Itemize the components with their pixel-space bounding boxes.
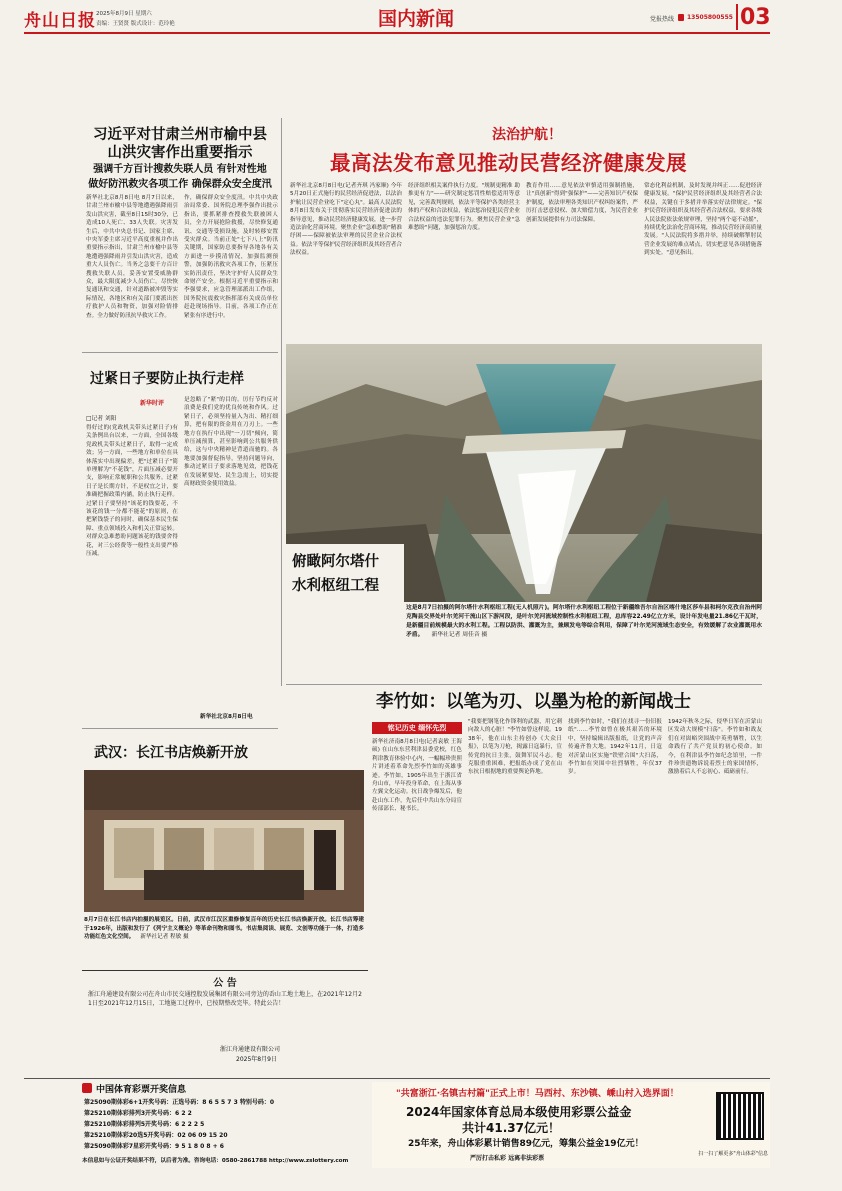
lottery-footer: 本信息如与公证开奖结果不符，以后者为准。咨询电话：0580-2861788 http://www.zslottery.com	[82, 1158, 349, 1164]
a5-caption-text: 8月7日在长江书店内拍摄的展览区。日前，武汉市江汉区重修修复百年的历史长江书店焕新开放。长江书店筹建于1926年，出版和发行了《列宁主义概论》等革命刊物和图书。书店集阅读、展览、文创等功能于一体，打造多功能红色文化空间。	[84, 917, 364, 941]
a1-body-col1: 新华社北京8月8日电 8月7日以来，甘肃兰州市榆中县等地遭遇强降雨引发山洪灾害，截至8日15时30分，已造成10人死亡、33人失联。灾害发生后，中共中央总书记、国家主席、中央军委主席习近平高度重视并作出重要指示指出，甘肃兰州市榆中县等地遭遇强降雨并引发山洪灾害，造成重大人员伤亡。当务之急要千方百计搜救失联人员，妥善安置受威胁群众，最大限度减少人员伤亡。尽快恢复通讯和交通，针对道路被冲毁等实际情况，各地区和有关部门要派出医疗救护人员和物资，加强对险情排查。全力做好防汛抗旱救灾工作。	[86, 195, 178, 319]
a2-column-tag: 新华时评	[140, 400, 165, 407]
lottery-line-3: 第25210期体彩排列5开奖号码：6 2 2 2 5	[84, 1121, 205, 1128]
lottery-logo-icon	[82, 1083, 92, 1093]
notice-date: 2025年8月9日	[236, 1056, 277, 1063]
page-number: 03	[740, 5, 771, 30]
a2-body-col2: 是忽略了"紧"的目的。厉行节约反对浪费是我们党的优良传统和作风。过紧日子，必须坚持量入为出、精打细算，把有限的资金用在刀刃上。一些地方在执行中出现"一刀切"倾向，简单压减预算，甚至影响到公共服务供给，这与中央精神是背道而驰的。各地要加强督促指导，坚持问题导向，推动过紧日子要求落地见效，把钱花在发展紧要处、民生急需上，切实提高财政资金使用效益。	[184, 397, 278, 488]
notice-title: 公 告	[213, 978, 237, 989]
lottery-ad-line1: 2024年国家体育总局本级使用彩票公益金	[406, 1105, 632, 1119]
a4-body-col2: "我要把钢笔化作锋利的武器，用它刺向敌人的心脏！"李竹如曾这样说。1938年，他在山东主持创办《大众日报》，以笔为刀枪，揭露日寇暴行，宣传党的抗日主张，鼓舞军民斗志。他克服重重困难，把报纸办成了党在山东抗日根据地的重要舆论阵地。	[468, 719, 562, 776]
column-divider	[281, 118, 282, 686]
lottery-line-5: 第25090期体彩7星彩开奖号码：9 5 1 8 0 8 + 6	[84, 1143, 224, 1150]
lottery-line-2: 第25210期体彩排列3开奖号码：6 2 2	[84, 1110, 192, 1117]
qr-code-icon	[716, 1092, 764, 1140]
lottery-ad-line2: 共计41.37亿元！	[462, 1121, 560, 1135]
hotline-number: 13505800555	[687, 14, 733, 21]
a5-title: 武汉：长江书店焕新开放	[94, 745, 248, 761]
a1-title-line1: 习近平对甘肃兰州市榆中县	[93, 127, 267, 143]
a2-title: 过紧日子要防止执行走样	[90, 371, 244, 387]
editors-line: 责编：王贤贤 版式设计：范玲艳	[96, 21, 175, 27]
bookstore-illustration	[84, 770, 364, 912]
bookstore-photo	[84, 770, 364, 912]
a4-label: 铭记历史 缅怀先烈	[372, 722, 462, 734]
photo-caption-text: 这是8月7日拍摄的阿尔塔什水利枢纽工程(无人机照片)。阿尔塔什水利枢纽工程位于新疆维吾尔自治区喀什地区莎车县和柯尔克孜自治州阿克陶县交界处叶尔羌河干流山区下游河段，是叶尔羌河流域控制性水利枢纽工程，总库容22.49亿立方米，设计年发电量21.86亿千瓦时，是新疆目前规模最大的水利工程。工程以防洪、灌溉为主，兼顾发电等综合利用，保障了叶尔羌河流域生态安全，有效缓解了农业灌溉用水矛盾。	[406, 605, 762, 638]
lottery-line-4: 第25210期体彩20选5开奖号码：02 06 09 15 20	[84, 1132, 228, 1139]
a3-body-col3: 教育作用……意见依法审慎适用强制措施，让"真创新"得到"强保护"——完善知识产权保护制度，依法审理各类知识产权纠纷案件，严厉打击恶意侵权、加大赔偿力度，为民营企业创新发展提供有力司法保障。	[526, 183, 638, 223]
photo-credit: 新华社记者 周佳音 摄	[431, 632, 488, 638]
a3-body-col4: 常态化利益机制，及时发现并纠正……促进经济健康发展。"保护民营经济组织及其经营者合法权益，关键在于多措并举落实好法律规定。"保护民营经济组织及其经营者合法权益，要求各级人民法院依法依规审理，坚持"两个毫不动摇"，持续优化法治化营商环境，推动民营经济高质量发展。"人民法院将多措并举，持续破解掣肘民营企业发展的难点堵点，切实把意见各项措施落到实处。"意见指出。	[644, 183, 762, 257]
divider	[286, 684, 762, 685]
a1-body-col2: 作，确保群众安全度汛。中共中央政治局常委、国务院总理李强作出批示指出，要抓紧排查搜救失联被困人员，全力开展抢险救援，尽快修复通讯、交通等受损设施，及时转移安置受灾群众。当前正处"七下八上"防汛关键期，国家防总要指导各地各有关方面进一步摸清情况，加强监测预警，加强防汛救灾各项工作，压紧压实防汛责任，坚决守护好人民群众生命财产安全。根据习近平重要指示和李强要求，应急管理部派出工作组，国务院抗震救灾指挥部有关成员单位赶赴现场指导。目前，各项工作正在紧张有序进行中。	[184, 195, 278, 319]
notice-body: 浙江舟通建设有限公司在舟山市民交通控股发展集团有限公司旁边的岙山工地土地上，在2021年12月21日至2021年12月15日，工地施工过程中，已按期整改完毕。特此公告！	[88, 991, 362, 1007]
a4-body-col3: 找到李竹如时，"我们在找寻一份旧报纸"……李竹如曾在极其艰苦的环境中，坚持编辑出版报纸，让党的声音传遍齐鲁大地。1942年11月，日寇对沂蒙山区实施"铁壁合围"大扫荡，李竹如在突围中壮烈牺牲，年仅37岁。	[568, 719, 662, 776]
a4-title: 李竹如：以笔为刃、以墨为枪的新闻战士	[376, 692, 691, 712]
a2-body-col1: 得好过的(党政机关带头过紧日子)有关条例出台以来，一方面，全国各级党政机关带头过紧日子，取得一定成效；另一方面，一些地方和单位在具体落实中出现偏差，把"过紧日子"简单理解为"不花钱"，片面压减必要开支，影响正常履职和公共服务。过紧日子是长期方针，不是权宜之计，要准确把握政策内涵，防止执行走样。过紧日子要坚持"该花的钱要花，不该花的钱一分都不能花"的原则，在把紧钱袋子的同时，确保基本民生保障、重点领域投入和机关正常运转。对群众急难愁盼问题该花的钱要舍得花，对三公经费等一般性支出要严格压减。	[86, 425, 178, 558]
qr-label: 扫一扫了解更多"舟山体彩"信息	[698, 1151, 768, 1157]
lottery-ad-slogan: "共富浙江·名镇古村篇"正式上市！马西村、东沙镇、嵊山村入选界面！	[396, 1089, 679, 1099]
a2-dateline: 新华社北京8月8日电	[200, 714, 253, 720]
lottery-ad-footer: 严厉打击私彩 远离非法彩票	[470, 1155, 545, 1162]
newspaper-logo: 舟山日报	[24, 11, 96, 31]
lottery-line-1: 第25090期体彩6+1开奖号码：正选号码：8 6 5 5 7 3 特别号码：0	[84, 1099, 275, 1106]
photo-title-line1: 俯瞰阿尔塔什	[292, 554, 379, 570]
a5-credit: 新华社记者 程敏 摄	[140, 934, 189, 941]
a1-title-line2: 山洪灾害作出重要指示	[107, 145, 253, 161]
a2-byline: □记者 刘阳	[86, 416, 117, 422]
photo-caption	[406, 604, 762, 680]
a3-kicker: 法治护航！	[492, 127, 562, 143]
divider	[82, 352, 278, 353]
a5-caption	[84, 916, 364, 968]
a3-title: 最高法发布意见推动民营经济健康发展	[330, 151, 687, 175]
issue-date: 2025年8月9日 星期六	[96, 11, 152, 17]
a3-body-col2: 经济组织相关案件执行力度。"规制更精准 助推更有力"——研究制定惩罚性赔偿适用等意见，完善裁判规则，依法平等保护各类经营主体的产权和合法权益，依法惩治侵犯民营企业合法权益的违法犯罪行为。聚焦民营企业"急难愁盼"问题，加强惩治力度。	[408, 183, 520, 232]
a4-body-col1: 新华社济南8月8日电(记者袁敏 王海硕) 在山东东营利津县委党校，红色利津教育体验中心内，一幅幅珍贵照片讲述着革命先烈李竹如的英雄事迹。李竹如，1905年出生于浙江省舟山市，早年投身革命，在上海从事左翼文化运动。抗日战争爆发后，他赴山东工作，先后任中共山东分局宣传部部长、秘书长。	[372, 739, 462, 813]
section-title: 国内新闻	[378, 8, 455, 30]
dam-photo	[286, 344, 762, 602]
photo-title-line2: 水利枢纽工程	[292, 578, 379, 594]
a1-subtitle-line1: 强调千方百计搜救失联人员 有针对性地	[93, 164, 267, 175]
notice-signer: 浙江舟通建设有限公司	[220, 1046, 281, 1053]
masthead-rule	[24, 32, 770, 34]
lottery-title: 中国体育彩票开奖信息	[96, 1085, 187, 1095]
phone-icon	[678, 14, 684, 21]
lottery-ad-line3: 25年来，舟山体彩累计销售89亿元，筹集公益金19亿元！	[408, 1139, 644, 1149]
a3-body-col1: 新华社北京8月8日电(记者齐琪 冯家顺) 今年5月20日正式施行的民营经济促进法，以法治护航让民营企业吃下"定心丸"。最高人民法院8月8日发布关于贯彻落实民营经济促进法的指导意见，推动民营经济健康发展，进一步营造法治化营商环境。聚焦企业"急难愁盼"精准纾困——保障被依法审理的民营企业合法权益。依法平等保护民营经济组织及其经营者合法权益。	[290, 183, 402, 257]
hotline-label: 党报热线	[650, 16, 675, 23]
lottery-top-rule	[24, 1078, 770, 1079]
a1-subtitle-line2: 做好防汛救灾各项工作 确保群众安全度汛	[88, 179, 272, 190]
divider	[82, 728, 278, 729]
a4-body-col4: 1942年秋冬之际，侵华日军在沂蒙山区发动大规模"扫荡"。李竹如和战友们在对崮峪突围战中英勇牺牲，以生命践行了共产党员的初心使命。如今，在利津县李竹如纪念馆里，一件件珍贵遗物诉说着烈士的家国情怀，激励着后人不忘初心、砥砺前行。	[668, 719, 762, 776]
